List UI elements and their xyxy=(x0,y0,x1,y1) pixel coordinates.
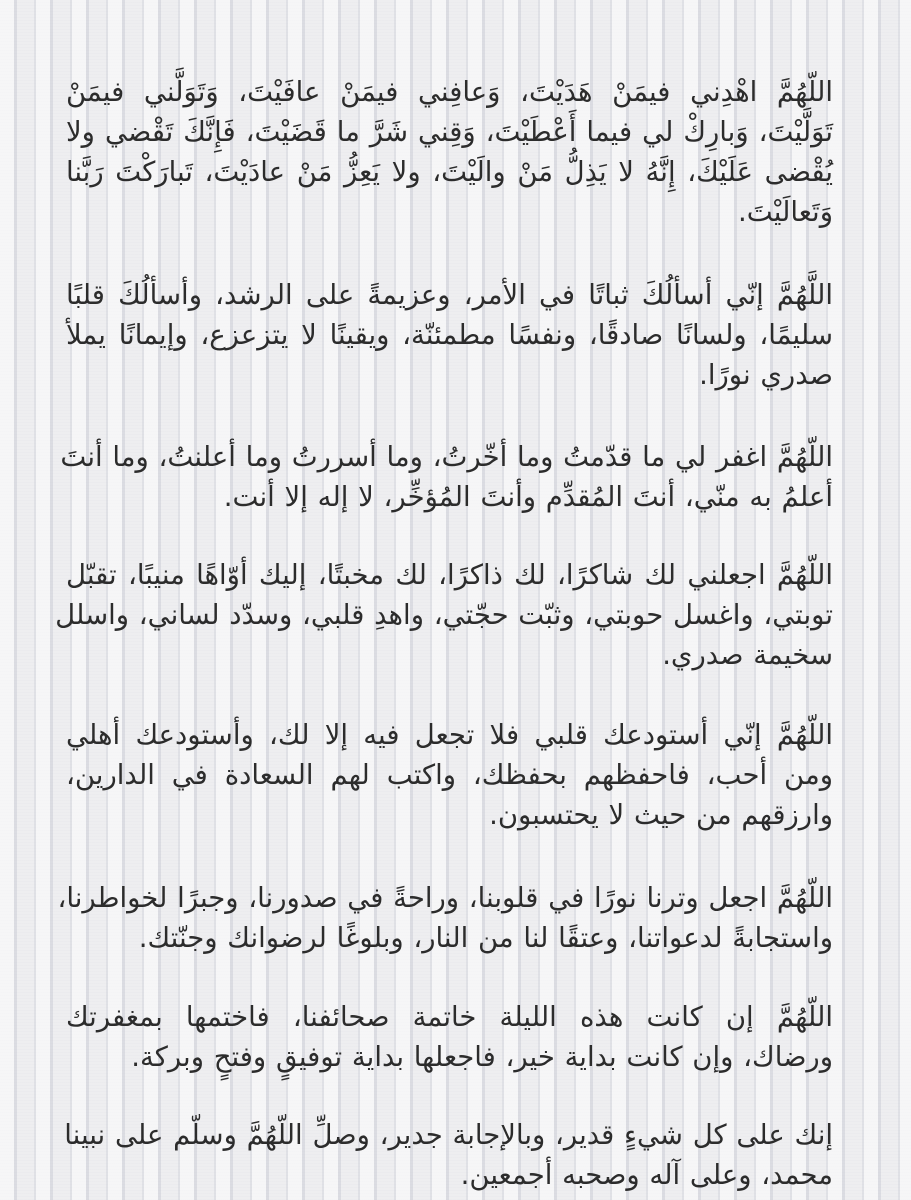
text-line: توبتي، واغسل حوبتي، وثبّت حجّتي، واهدِ قلبي، وسدّد لساني، واسلل xyxy=(55,599,833,631)
paragraph-gratitude-dua xyxy=(55,555,833,675)
text-line: اللّهُمَّ اغفر لي ما قدّمتُ وما أخّرتُ، وما أسررتُ وما أعلنتُ، وما أنتَ xyxy=(60,441,833,473)
text-line: تَوَلَّيْتَ، وَبارِكْ لي فيما أَعْطَيْتَ، وَقِني شَرَّ ما قَضَيْتَ، فَإِنَّكَ تَقْضي ولا xyxy=(66,116,833,148)
text-line: سليمًا، ولسانًا صادقًا، ونفسًا مطمئنّة، ويقينًا لا يتزعزع، وإيمانًا يملأ xyxy=(66,319,833,351)
text-line: سخيمة صدري. xyxy=(662,639,833,671)
text-line: محمد، وعلى آله وصحبه أجمعين. xyxy=(460,1159,833,1191)
paragraph-witr-dua xyxy=(57,878,833,958)
text-line: اللّهُمَّ اهْدِني فيمَنْ هَدَيْتَ، وَعافِني فيمَنْ عافَيْتَ، وَتَوَلَّني فيمَنْ xyxy=(66,76,833,108)
text-line: وارزقهم من حيث لا يحتسبون. xyxy=(489,799,833,831)
paragraph-steadfastness-dua xyxy=(66,275,833,395)
text-line: ورضاك، وإن كانت بداية خير، فاجعلها بداية توفيقٍ وفتحٍ وبركة. xyxy=(131,1041,833,1073)
text-line: واستجابةً لدعواتنا، وعتقًا لنا من النار، وبلوغًا لرضوانك وجنّتك. xyxy=(138,922,833,954)
paragraph-closing-salutation xyxy=(66,1115,833,1195)
text-line: وَتَعالَيْتَ. xyxy=(737,196,833,228)
text-line: يُقْضى عَلَيْكَ، إِنَّهُ لا يَذِلُّ مَنْ والَيْتَ، ولا يَعِزُّ مَنْ عادَيْتَ، تَبارَكْتَ رَبَّنا xyxy=(66,156,833,188)
paragraph-qunut-dua xyxy=(66,72,833,232)
text-line: صدري نورًا. xyxy=(699,359,833,391)
text-line: أعلمُ به منّي، أنتَ المُقدِّم وأنتَ المُؤخِّر، لا إله إلا أنت. xyxy=(223,481,833,513)
text-line: اللَّهُمَّ إنّي أسألُكَ ثباتًا في الأمر، وعزيمةً على الرشد، وأسألُكَ قلبًا xyxy=(66,279,833,311)
text-line: ومن أحب، فاحفظهم بحفظك، واكتب لهم السعادة في الدارين، xyxy=(66,759,833,791)
paragraph-night-dua xyxy=(66,997,833,1077)
text-line: اللّهُمَّ اجعلني لك شاكرًا، لك ذاكرًا، لك مخبتًا، إليك أوّاهًا منيبًا، تقبّل xyxy=(66,559,833,591)
text-line: اللّهُمَّ إن كانت هذه الليلة خاتمة صحائفنا، فاختمها بمغفرتك xyxy=(66,1001,833,1033)
text-line: إنك على كل شيءٍ قدير، وبالإجابة جدير، وصلِّ اللّهُمَّ وسلّم على نبينا xyxy=(64,1119,833,1151)
text-line: اللّهُمَّ اجعل وترنا نورًا في قلوبنا، وراحةً في صدورنا، وجبرًا لخواطرنا، xyxy=(57,882,833,914)
paragraph-forgiveness-dua xyxy=(60,437,833,517)
paragraph-entrusting-dua xyxy=(66,715,833,835)
text-line: اللّهُمَّ إنّي أستودعك قلبي فلا تجعل فيه إلا لك، وأستودعك أهلي xyxy=(66,719,833,751)
